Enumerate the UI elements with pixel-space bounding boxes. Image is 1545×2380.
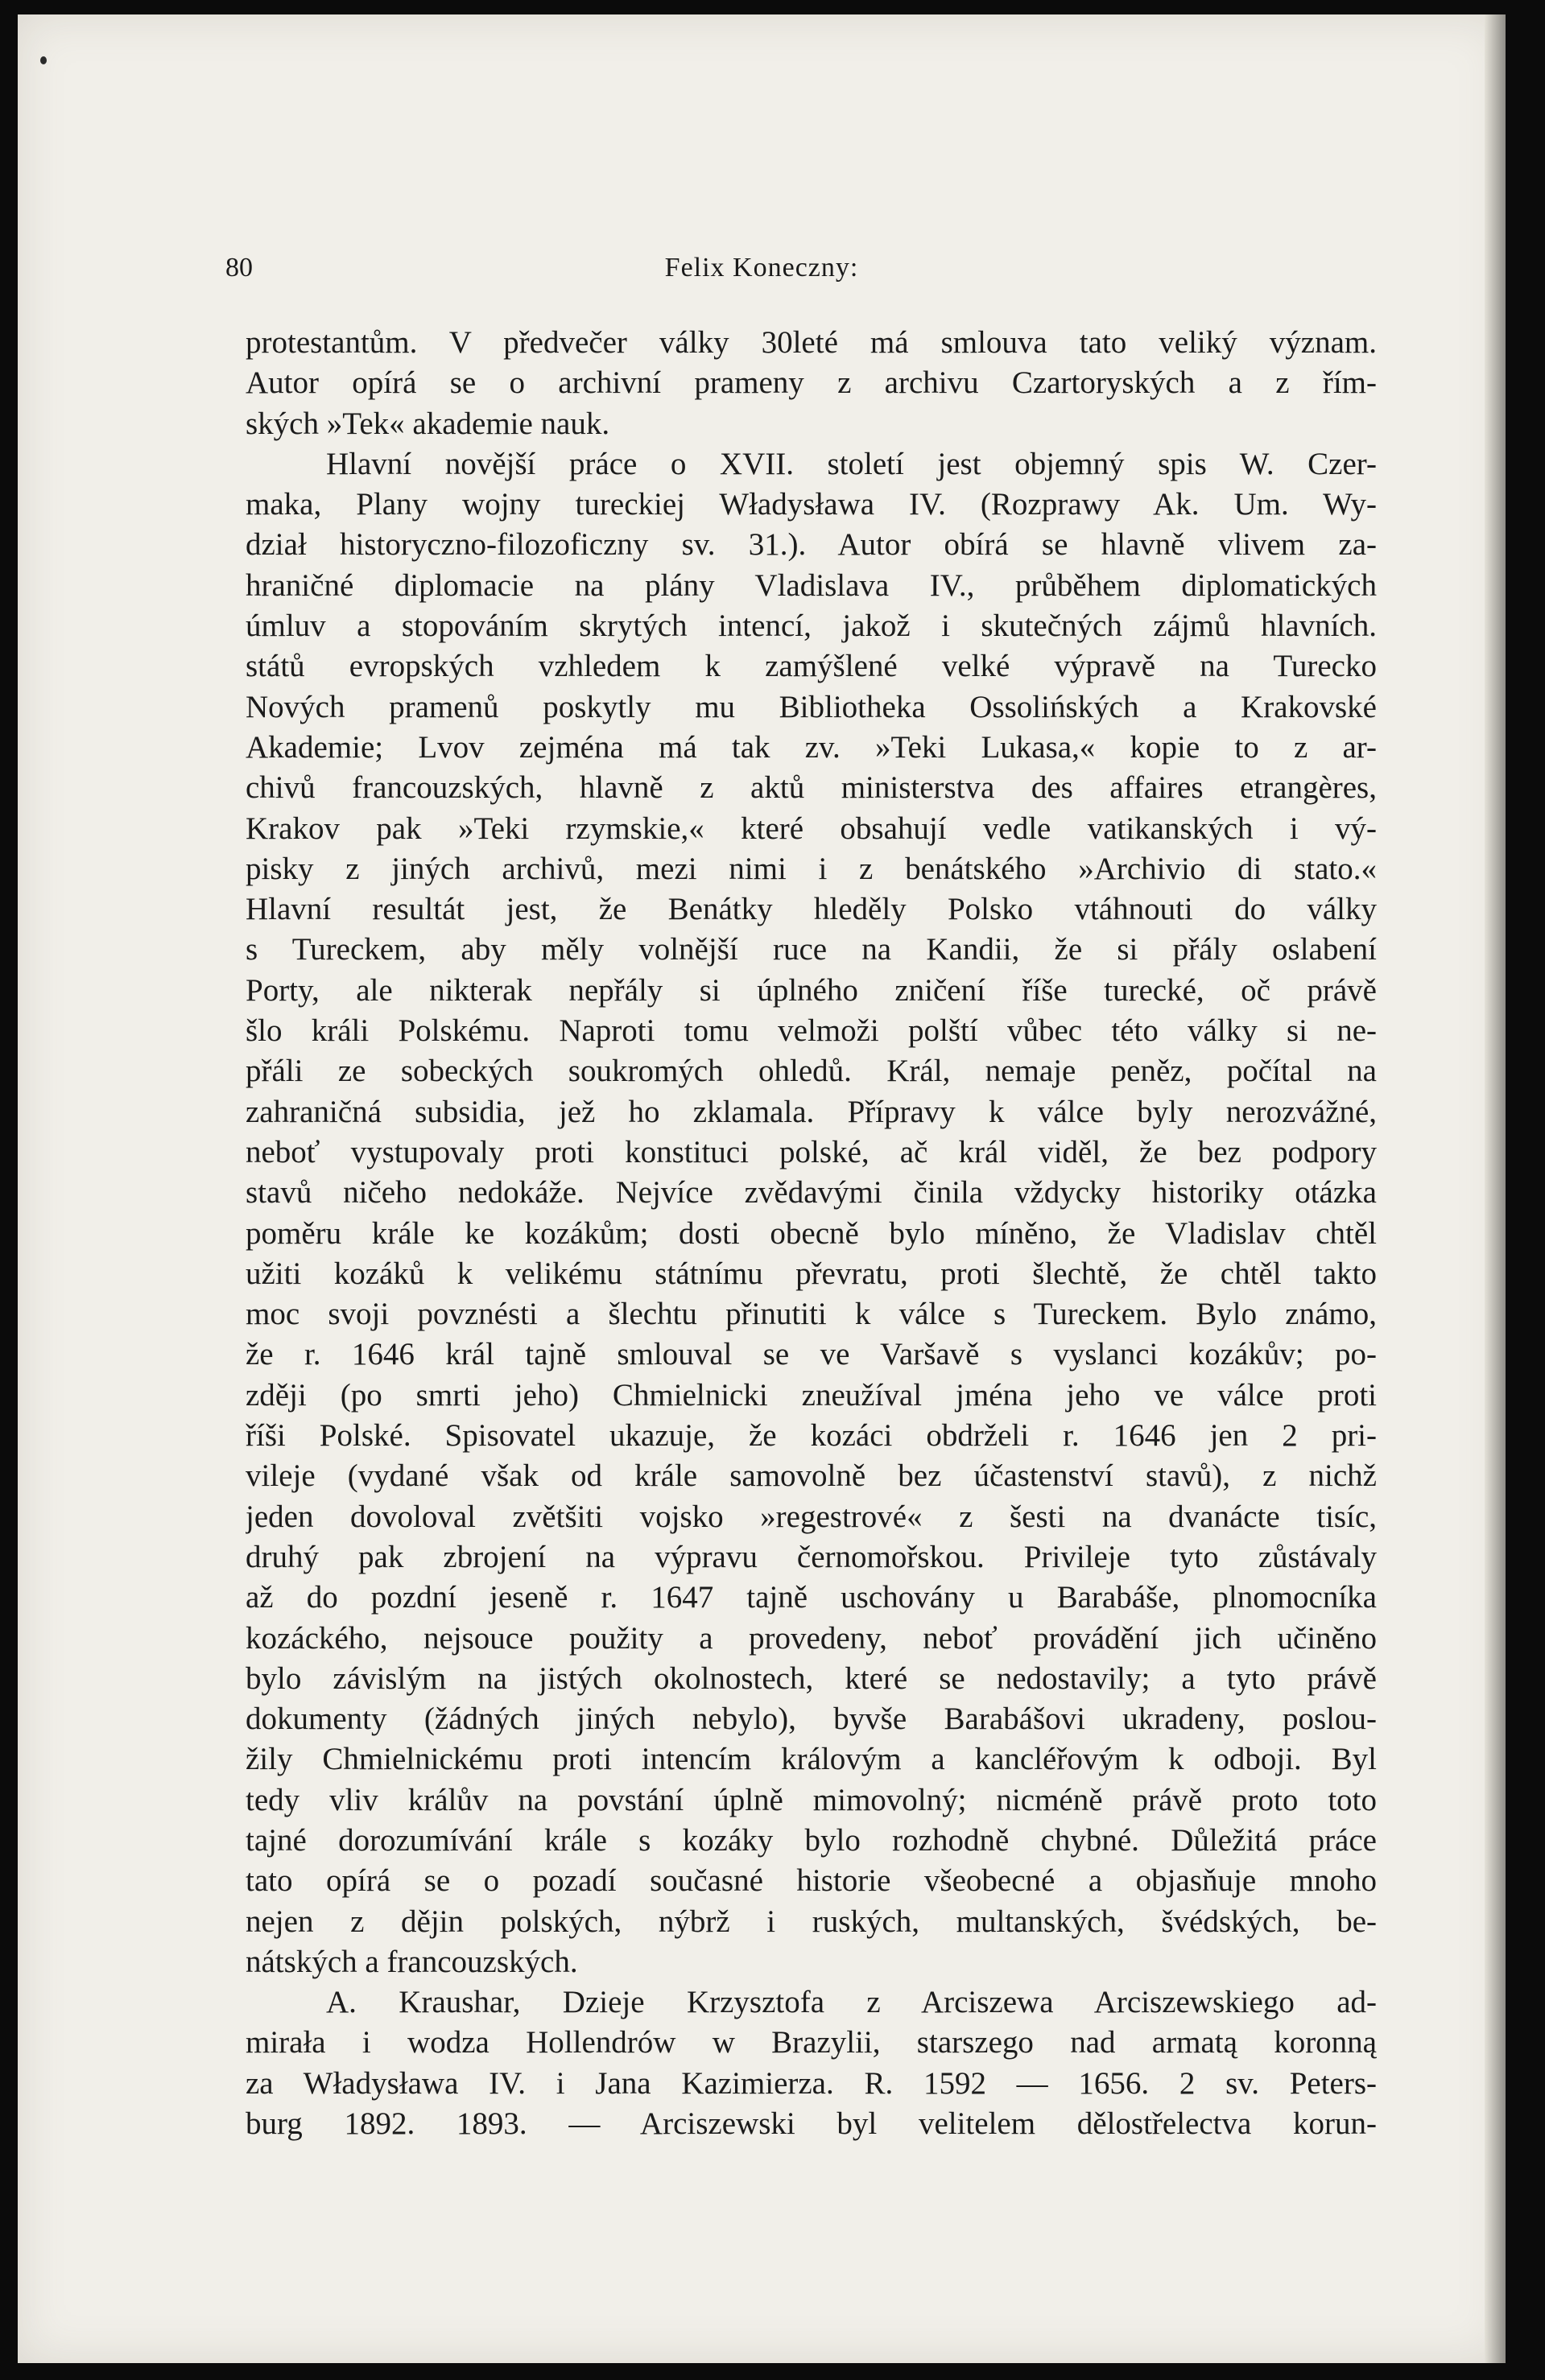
text-line: Porty, ale nikterak nepřály si úplného zničení říše turecké, oč právě [246,972,1377,1008]
running-head: Felix Koneczny: [664,253,859,283]
text-line: protestantům. V předvečer války 30leté má smlouva tato veliký význam. [246,325,1377,360]
text-line: neboť vystupovaly proti konstituci polské, ač král viděl, že bez podpory [246,1134,1377,1169]
text-line: vileje (vydané však od krále samovolně bez účastenství stavů), z nichž [246,1458,1377,1494]
text-line: burg 1892. 1893. — Arciszewski byl velitelem dělostřelectva korun- [246,2106,1377,2142]
text-line: nátských a francouzských. [246,1944,578,1979]
text-line: maka, Plany wojny tureckiej Władysława IV. (Rozprawy Ak. Um. Wy- [246,487,1377,522]
text-line: že r. 1646 král tajně smlouval se ve Varšavě s vyslanci kozákův; po- [246,1337,1377,1372]
text-line: užiti kozáků k velikému státnímu převratu, proti šlechtě, že chtěl takto [246,1256,1377,1291]
text-line: přáli ze sobeckých soukromých ohledů. Král, nemaje peněz, počítal na [246,1054,1377,1089]
paragraph [246,444,1377,1982]
text-line: tato opírá se o pozadí současné historie všeobecné a objasňuje mnoho [246,1863,1377,1899]
text-line: ských »Tek« akademie nauk. [246,406,610,441]
text-line: zahraničná subsidia, jež ho zklamala. Přípravy k válce byly nerozvážné, [246,1094,1377,1129]
text-line: Autor opírá se o archivní prameny z archivu Czartoryských a z řím- [246,365,1377,401]
text-line: mirała i wodza Hollendrów w Brazylii, starszego nad armatą koronną [246,2025,1377,2060]
book-page [18,14,1506,2363]
text-line: říši Polské. Spisovatel ukazuje, že kozáci obdrželi r. 1646 jen 2 pri- [246,1418,1377,1454]
text-line: chivů francouzských, hlavně z aktů ministerstva des affaires etrangères, [246,770,1377,806]
text-line: Hlavní novější práce o XVII. století jest objemný spis W. Czer- [326,446,1377,481]
paragraph [246,1982,1377,2144]
text-line: tajné dorozumívání krále s kozáky bylo rozhodně chybné. Důležitá práce [246,1822,1377,1858]
text-line: druhý pak zbrojení na výpravu černomořskou. Privileje tyto zůstávaly [246,1539,1377,1574]
body-text [246,323,1377,2144]
text-line: poměru krále ke kozákům; dosti obecně bylo míněno, že Vladislav chtěl [246,1215,1377,1251]
text-line: bylo závislým na jistých okolnostech, které se nedostavily; a tyto právě [246,1660,1377,1696]
page-number: 80 [225,253,253,283]
text-line: Krakov pak »Teki rzymskie,« které obsahují vedle vatikanských i vý- [246,811,1377,846]
text-line: stavů ničeho nedokáže. Nejvíce zvědavými činila vždycky historiky otázka [246,1175,1377,1211]
text-line: tedy vliv králův na povstání úplně mimovolný; nicméně právě proto toto [246,1782,1377,1817]
text-line: moc svoji povznésti a šlechtu přinutiti k válce s Tureckem. Bylo známo, [246,1297,1377,1332]
ink-speck [40,56,47,64]
text-line: dokumenty (žádných jiných nebylo), byvše Barabášovi ukradeny, poslou- [246,1701,1377,1737]
text-line: A. Kraushar, Dzieje Krzysztofa z Arciszewa Arciszewskiego ad- [326,1985,1377,2020]
text-line: šlo králi Polskému. Naproti tomu velmoži polští vůbec této války si ne- [246,1013,1377,1049]
text-line: dział historyczno-filozoficzny sv. 31.). Autor obírá se hlavně vlivem za- [246,527,1377,563]
text-line: nejen z dějin polských, nýbrž i ruských, multanských, švédských, be- [246,1904,1377,1939]
text-line: zději (po smrti jeho) Chmielnicki zneužíval jména jeho ve válce proti [246,1377,1377,1413]
text-line: jeden dovoloval zvětšiti vojsko »regestrové« z šesti na dvanácte tisíc, [246,1499,1377,1534]
text-line: států evropských vzhledem k zamýšlené velké výpravě na Turecko [246,649,1377,684]
text-line: hraničné diplomacie na plány Vladislava IV., průběhem diplomatických [246,567,1377,603]
text-line: pisky z jiných archivů, mezi nimi i z benátského »Archivio di stato.« [246,851,1377,886]
text-line: Hlavní resultát jest, že Benátky hleděly Polsko vtáhnouti do války [246,892,1377,927]
paragraph [246,323,1377,444]
text-line: úmluv a stopováním skrytých intencí, jakož i skutečných zájmů hlavních. [246,608,1377,644]
text-line: Akademie; Lvov zejména má tak zv. »Teki Lukasa,« kopie to z ar- [246,729,1377,765]
text-line: žily Chmielnickému proti intencím královým a kancléřovým k odboji. Byl [246,1742,1377,1777]
page-header [18,253,1506,293]
text-line: kozáckého, nejsouce použity a provedeny, neboť provádění jich učiněno [246,1620,1377,1656]
text-line: s Tureckem, aby měly volnější ruce na Kandii, že si přály oslabení [246,932,1377,967]
text-line: Nových pramenů poskytly mu Bibliotheka Ossolińských a Krakovské [246,689,1377,724]
page-edge-shadow [1485,14,1506,2363]
text-line: za Władysława IV. i Jana Kazimierza. R. 1592 — 1656. 2 sv. Peters- [246,2065,1377,2101]
text-line: až do pozdní jeseně r. 1647 tajně uschovány u Barabáše, plnomocníka [246,1580,1377,1615]
